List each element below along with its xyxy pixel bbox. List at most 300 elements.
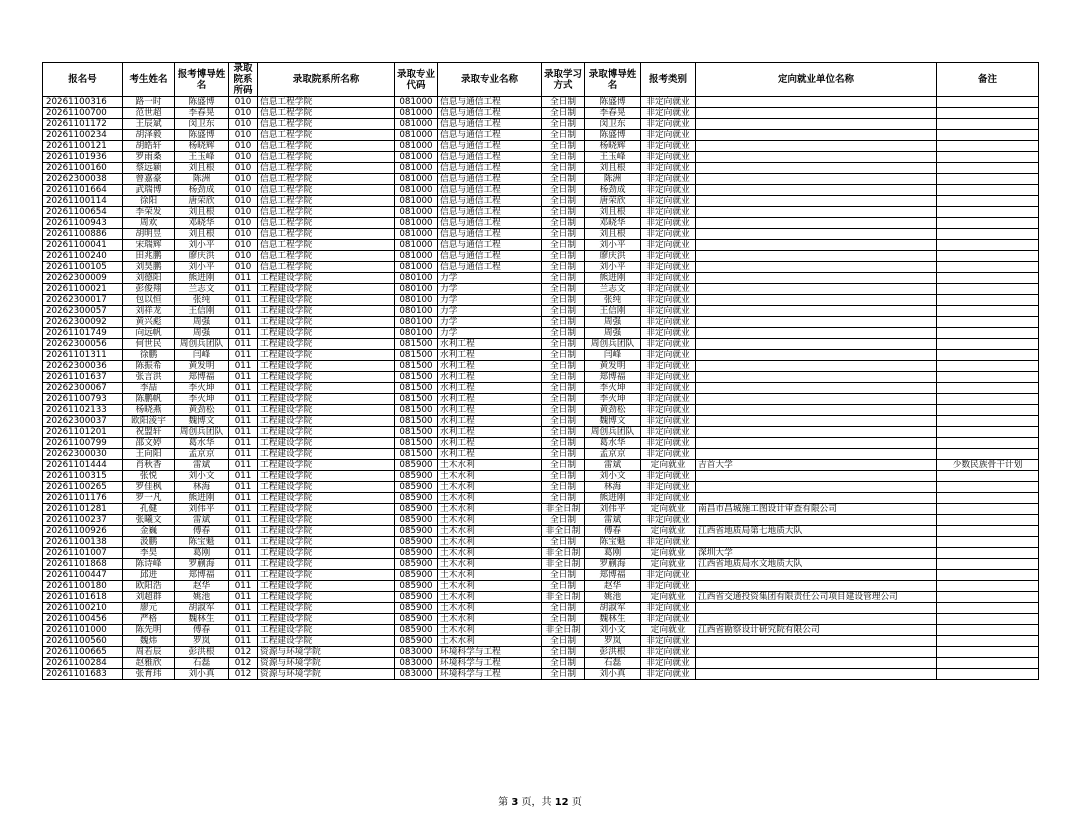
cell-major-code: 085900 — [395, 625, 438, 636]
cell-department-code: 011 — [229, 559, 258, 570]
cell-applied-supervisor: 张纯 — [175, 295, 229, 306]
cell-department-code: 012 — [229, 658, 258, 669]
cell-major-code: 085900 — [395, 548, 438, 559]
cell-major-code: 081000 — [395, 262, 438, 273]
cell-major-code: 081500 — [395, 449, 438, 460]
cell-application-number: 20261100180 — [43, 581, 123, 592]
cell-department-code: 011 — [229, 449, 258, 460]
cell-remarks — [937, 295, 1039, 306]
table-row — [43, 328, 1039, 339]
cell-department-name: 工程建设学院 — [258, 526, 395, 537]
cell-admitted-supervisor: 闵卫东 — [585, 119, 641, 130]
footer-suffix: 页 — [571, 797, 582, 808]
cell-candidate-name: 赵雅欣 — [123, 658, 175, 669]
cell-major-name: 信息与通信工程 — [438, 207, 542, 218]
cell-study-mode: 全日制 — [542, 339, 585, 350]
cell-department-code: 012 — [229, 647, 258, 658]
cell-major-code: 081500 — [395, 427, 438, 438]
header-cell-application-number: 报名号 — [43, 63, 123, 97]
table-row — [43, 581, 1039, 592]
cell-candidate-name: 罗佳枫 — [123, 482, 175, 493]
cell-major-code: 081000 — [395, 174, 438, 185]
cell-study-mode: 全日制 — [542, 262, 585, 273]
cell-applied-supervisor: 杨劲成 — [175, 185, 229, 196]
cell-study-mode: 全日制 — [542, 108, 585, 119]
cell-department-name: 工程建设学院 — [258, 372, 395, 383]
table-row — [43, 625, 1039, 636]
cell-employer — [696, 97, 937, 108]
cell-category: 定向就业 — [641, 526, 696, 537]
cell-department-name: 工程建设学院 — [258, 339, 395, 350]
cell-application-number: 20261100160 — [43, 163, 123, 174]
cell-major-code: 085900 — [395, 559, 438, 570]
cell-candidate-name: 邵文婷 — [123, 438, 175, 449]
footer-middle: 页，共 — [521, 797, 552, 808]
cell-application-number: 20261100793 — [43, 394, 123, 405]
cell-study-mode: 全日制 — [542, 185, 585, 196]
cell-study-mode: 全日制 — [542, 482, 585, 493]
cell-remarks — [937, 141, 1039, 152]
cell-candidate-name: 汲鹏 — [123, 537, 175, 548]
table-row — [43, 471, 1039, 482]
cell-candidate-name: 李喆 — [123, 383, 175, 394]
cell-application-number: 20262300057 — [43, 306, 123, 317]
cell-admitted-supervisor: 黄发明 — [585, 361, 641, 372]
cell-candidate-name: 周若辰 — [123, 647, 175, 658]
cell-department-name: 信息工程学院 — [258, 174, 395, 185]
cell-remarks — [937, 284, 1039, 295]
cell-category: 非定向就业 — [641, 493, 696, 504]
cell-major-code: 085900 — [395, 515, 438, 526]
cell-admitted-supervisor: 葛刚 — [585, 548, 641, 559]
cell-category: 非定向就业 — [641, 108, 696, 119]
cell-study-mode: 全日制 — [542, 614, 585, 625]
cell-major-name: 水利工程 — [438, 416, 542, 427]
cell-category: 非定向就业 — [641, 174, 696, 185]
cell-applied-supervisor: 熊进刚 — [175, 493, 229, 504]
cell-remarks — [937, 603, 1039, 614]
cell-department-name: 信息工程学院 — [258, 251, 395, 262]
cell-application-number: 20261100265 — [43, 482, 123, 493]
cell-admitted-supervisor: 胡淑军 — [585, 603, 641, 614]
cell-application-number: 20261100315 — [43, 471, 123, 482]
cell-employer — [696, 262, 937, 273]
cell-study-mode: 全日制 — [542, 295, 585, 306]
cell-department-code: 010 — [229, 108, 258, 119]
cell-candidate-name: 张曦文 — [123, 515, 175, 526]
cell-department-code: 011 — [229, 592, 258, 603]
table-body — [43, 97, 1039, 680]
cell-admitted-supervisor: 唐荣欣 — [585, 196, 641, 207]
cell-applied-supervisor: 刘伟平 — [175, 504, 229, 515]
cell-department-code: 011 — [229, 427, 258, 438]
cell-candidate-name: 肖秋香 — [123, 460, 175, 471]
table-row — [43, 482, 1039, 493]
cell-study-mode: 全日制 — [542, 229, 585, 240]
cell-employer — [696, 361, 937, 372]
cell-employer — [696, 427, 937, 438]
cell-applied-supervisor: 刘小真 — [175, 669, 229, 680]
cell-study-mode: 非全日制 — [542, 625, 585, 636]
cell-department-name: 工程建设学院 — [258, 273, 395, 284]
cell-remarks — [937, 636, 1039, 647]
cell-department-name: 资源与环境学院 — [258, 647, 395, 658]
cell-application-number: 20261101172 — [43, 119, 123, 130]
cell-admitted-supervisor: 张纯 — [585, 295, 641, 306]
cell-applied-supervisor: 葛水华 — [175, 438, 229, 449]
table-row — [43, 427, 1039, 438]
cell-major-code: 081000 — [395, 240, 438, 251]
cell-remarks — [937, 471, 1039, 482]
cell-applied-supervisor: 陈洲 — [175, 174, 229, 185]
cell-admitted-supervisor: 刘且根 — [585, 229, 641, 240]
cell-applied-supervisor: 雷斌 — [175, 515, 229, 526]
cell-applied-supervisor: 李火坤 — [175, 394, 229, 405]
cell-category: 非定向就业 — [641, 438, 696, 449]
cell-department-name: 信息工程学院 — [258, 229, 395, 240]
cell-study-mode: 全日制 — [542, 328, 585, 339]
cell-major-code: 081000 — [395, 229, 438, 240]
header-cell-employer: 定向就业单位名称 — [696, 63, 937, 97]
cell-major-name: 水利工程 — [438, 361, 542, 372]
cell-employer — [696, 328, 937, 339]
cell-application-number: 20261101201 — [43, 427, 123, 438]
cell-major-name: 信息与通信工程 — [438, 174, 542, 185]
cell-candidate-name: 蔡远颖 — [123, 163, 175, 174]
cell-study-mode: 全日制 — [542, 658, 585, 669]
cell-department-code: 011 — [229, 317, 258, 328]
cell-major-code: 085900 — [395, 460, 438, 471]
cell-application-number: 20261100560 — [43, 636, 123, 647]
cell-admitted-supervisor: 廖庆洪 — [585, 251, 641, 262]
cell-major-name: 力学 — [438, 328, 542, 339]
cell-department-code: 010 — [229, 251, 258, 262]
cell-candidate-name: 陈振希 — [123, 361, 175, 372]
cell-study-mode: 全日制 — [542, 240, 585, 251]
cell-application-number: 20261100665 — [43, 647, 123, 658]
cell-category: 非定向就业 — [641, 273, 696, 284]
cell-admitted-supervisor: 周创兵团队 — [585, 427, 641, 438]
cell-admitted-supervisor: 熊进刚 — [585, 493, 641, 504]
cell-category: 定向就业 — [641, 548, 696, 559]
cell-candidate-name: 范世超 — [123, 108, 175, 119]
cell-applied-supervisor: 郑博福 — [175, 570, 229, 581]
cell-major-name: 土木水利 — [438, 548, 542, 559]
cell-remarks — [937, 207, 1039, 218]
table-row — [43, 460, 1039, 471]
cell-applied-supervisor: 周创兵团队 — [175, 427, 229, 438]
cell-department-name: 信息工程学院 — [258, 130, 395, 141]
cell-application-number: 20261101749 — [43, 328, 123, 339]
cell-department-name: 工程建设学院 — [258, 482, 395, 493]
cell-study-mode: 全日制 — [542, 669, 585, 680]
cell-department-code: 010 — [229, 97, 258, 108]
cell-employer — [696, 416, 937, 427]
cell-applied-supervisor: 李春晃 — [175, 108, 229, 119]
cell-major-name: 信息与通信工程 — [438, 229, 542, 240]
table-row — [43, 438, 1039, 449]
cell-application-number: 20261101868 — [43, 559, 123, 570]
cell-major-name: 土木水利 — [438, 625, 542, 636]
cell-remarks — [937, 306, 1039, 317]
cell-category: 非定向就业 — [641, 207, 696, 218]
cell-category: 非定向就业 — [641, 537, 696, 548]
cell-applied-supervisor: 罗岚 — [175, 636, 229, 647]
cell-applied-supervisor: 罗蒯海 — [175, 559, 229, 570]
cell-department-name: 工程建设学院 — [258, 416, 395, 427]
cell-applied-supervisor: 赵华 — [175, 581, 229, 592]
cell-candidate-name: 何世民 — [123, 339, 175, 350]
cell-major-code: 085900 — [395, 636, 438, 647]
cell-candidate-name: 罗一凡 — [123, 493, 175, 504]
cell-applied-supervisor: 刘且根 — [175, 229, 229, 240]
cell-remarks — [937, 350, 1039, 361]
cell-admitted-supervisor: 杨劲成 — [585, 185, 641, 196]
cell-remarks — [937, 394, 1039, 405]
cell-candidate-name: 向远帆 — [123, 328, 175, 339]
cell-candidate-name: 路一时 — [123, 97, 175, 108]
cell-department-code: 012 — [229, 669, 258, 680]
cell-admitted-supervisor: 杨晓辉 — [585, 141, 641, 152]
cell-candidate-name: 严格 — [123, 614, 175, 625]
table-row — [43, 383, 1039, 394]
cell-application-number: 20261101000 — [43, 625, 123, 636]
cell-admitted-supervisor: 林海 — [585, 482, 641, 493]
cell-candidate-name: 杨晓燕 — [123, 405, 175, 416]
cell-category: 非定向就业 — [641, 603, 696, 614]
cell-candidate-name: 张言洪 — [123, 372, 175, 383]
cell-department-name: 工程建设学院 — [258, 570, 395, 581]
cell-admitted-supervisor: 罗岚 — [585, 636, 641, 647]
table-row — [43, 570, 1039, 581]
cell-application-number: 20261101618 — [43, 592, 123, 603]
cell-remarks — [937, 218, 1039, 229]
cell-study-mode: 全日制 — [542, 471, 585, 482]
cell-admitted-supervisor: 魏博文 — [585, 416, 641, 427]
cell-applied-supervisor: 黄发明 — [175, 361, 229, 372]
table-row — [43, 669, 1039, 680]
cell-employer — [696, 273, 937, 284]
cell-major-name: 水利工程 — [438, 372, 542, 383]
cell-remarks — [937, 416, 1039, 427]
cell-category: 非定向就业 — [641, 394, 696, 405]
cell-major-code: 085900 — [395, 592, 438, 603]
cell-admitted-supervisor: 陈洲 — [585, 174, 641, 185]
cell-major-code: 080100 — [395, 273, 438, 284]
cell-admitted-supervisor: 雷斌 — [585, 460, 641, 471]
cell-applied-supervisor: 魏林生 — [175, 614, 229, 625]
cell-major-code: 085900 — [395, 504, 438, 515]
cell-application-number: 20261100234 — [43, 130, 123, 141]
cell-application-number: 20262300036 — [43, 361, 123, 372]
cell-remarks — [937, 174, 1039, 185]
cell-category: 非定向就业 — [641, 647, 696, 658]
cell-applied-supervisor: 王信刚 — [175, 306, 229, 317]
cell-department-code: 011 — [229, 350, 258, 361]
cell-study-mode: 全日制 — [542, 438, 585, 449]
cell-application-number: 20261100926 — [43, 526, 123, 537]
cell-major-code: 085900 — [395, 603, 438, 614]
cell-applied-supervisor: 姚池 — [175, 592, 229, 603]
cell-application-number: 20261101176 — [43, 493, 123, 504]
cell-application-number: 20262300009 — [43, 273, 123, 284]
cell-category: 非定向就业 — [641, 449, 696, 460]
cell-remarks — [937, 152, 1039, 163]
cell-remarks — [937, 317, 1039, 328]
table-row — [43, 218, 1039, 229]
cell-department-name: 信息工程学院 — [258, 196, 395, 207]
cell-department-code: 011 — [229, 504, 258, 515]
cell-candidate-name: 胡明昱 — [123, 229, 175, 240]
cell-department-code: 011 — [229, 526, 258, 537]
cell-category: 非定向就业 — [641, 350, 696, 361]
cell-category: 非定向就业 — [641, 416, 696, 427]
cell-department-code: 010 — [229, 130, 258, 141]
cell-department-code: 011 — [229, 405, 258, 416]
cell-remarks — [937, 438, 1039, 449]
cell-major-code: 085900 — [395, 570, 438, 581]
cell-candidate-name: 李昊 — [123, 548, 175, 559]
cell-study-mode: 全日制 — [542, 119, 585, 130]
cell-admitted-supervisor: 刘小真 — [585, 669, 641, 680]
cell-department-code: 010 — [229, 229, 258, 240]
table-row — [43, 152, 1039, 163]
header-cell-major-code: 录取专业代码 — [395, 63, 438, 97]
cell-major-code: 081500 — [395, 405, 438, 416]
cell-department-code: 011 — [229, 493, 258, 504]
cell-department-name: 工程建设学院 — [258, 328, 395, 339]
cell-category: 非定向就业 — [641, 471, 696, 482]
cell-department-code: 011 — [229, 548, 258, 559]
cell-category: 非定向就业 — [641, 152, 696, 163]
cell-major-name: 土木水利 — [438, 460, 542, 471]
footer-prefix: 第 — [498, 797, 509, 808]
cell-major-code: 085900 — [395, 537, 438, 548]
table-row — [43, 119, 1039, 130]
cell-application-number: 20261100284 — [43, 658, 123, 669]
cell-employer — [696, 394, 937, 405]
cell-employer — [696, 240, 937, 251]
cell-admitted-supervisor: 陈盛博 — [585, 97, 641, 108]
cell-department-name: 信息工程学院 — [258, 141, 395, 152]
cell-department-name: 工程建设学院 — [258, 350, 395, 361]
cell-remarks — [937, 581, 1039, 592]
cell-major-name: 信息与通信工程 — [438, 163, 542, 174]
cell-category: 非定向就业 — [641, 361, 696, 372]
cell-department-name: 工程建设学院 — [258, 460, 395, 471]
cell-department-code: 010 — [229, 185, 258, 196]
cell-applied-supervisor: 雷斌 — [175, 460, 229, 471]
footer-total-pages: 12 — [554, 797, 569, 808]
cell-application-number: 20261100886 — [43, 229, 123, 240]
cell-study-mode: 全日制 — [542, 141, 585, 152]
cell-category: 非定向就业 — [641, 515, 696, 526]
cell-major-code: 081000 — [395, 119, 438, 130]
cell-applied-supervisor: 陈盛博 — [175, 97, 229, 108]
cell-applied-supervisor: 李火坤 — [175, 383, 229, 394]
cell-study-mode: 全日制 — [542, 97, 585, 108]
table-row — [43, 273, 1039, 284]
cell-major-code: 081000 — [395, 218, 438, 229]
cell-admitted-supervisor: 周创兵团队 — [585, 339, 641, 350]
cell-admitted-supervisor: 罗蒯海 — [585, 559, 641, 570]
cell-employer — [696, 229, 937, 240]
cell-major-code: 085900 — [395, 581, 438, 592]
cell-department-code: 011 — [229, 581, 258, 592]
cell-admitted-supervisor: 李火坤 — [585, 383, 641, 394]
cell-admitted-supervisor: 李火坤 — [585, 394, 641, 405]
cell-applied-supervisor: 廖庆洪 — [175, 251, 229, 262]
cell-department-name: 工程建设学院 — [258, 504, 395, 515]
cell-category: 非定向就业 — [641, 317, 696, 328]
cell-major-name: 力学 — [438, 284, 542, 295]
cell-study-mode: 全日制 — [542, 251, 585, 262]
cell-study-mode: 全日制 — [542, 570, 585, 581]
cell-major-name: 力学 — [438, 306, 542, 317]
cell-category: 非定向就业 — [641, 284, 696, 295]
cell-major-code: 081000 — [395, 163, 438, 174]
cell-candidate-name: 罗雨桑 — [123, 152, 175, 163]
cell-major-name: 信息与通信工程 — [438, 240, 542, 251]
cell-remarks — [937, 482, 1039, 493]
cell-candidate-name: 金巍 — [123, 526, 175, 537]
cell-employer — [696, 152, 937, 163]
cell-major-name: 水利工程 — [438, 438, 542, 449]
cell-application-number: 20261101444 — [43, 460, 123, 471]
cell-category: 非定向就业 — [641, 482, 696, 493]
cell-admitted-supervisor: 刘且根 — [585, 163, 641, 174]
cell-application-number: 20262300038 — [43, 174, 123, 185]
header-cell-candidate-name: 考生姓名 — [123, 63, 175, 97]
cell-major-code: 081500 — [395, 394, 438, 405]
cell-study-mode: 全日制 — [542, 636, 585, 647]
cell-remarks — [937, 196, 1039, 207]
cell-category: 非定向就业 — [641, 240, 696, 251]
cell-candidate-name: 廖元 — [123, 603, 175, 614]
cell-remarks — [937, 97, 1039, 108]
cell-major-code: 081000 — [395, 152, 438, 163]
cell-study-mode: 非全日制 — [542, 559, 585, 570]
cell-admitted-supervisor: 郑博福 — [585, 372, 641, 383]
cell-department-name: 信息工程学院 — [258, 185, 395, 196]
cell-major-code: 083000 — [395, 647, 438, 658]
cell-major-name: 土木水利 — [438, 471, 542, 482]
table-header-row — [43, 63, 1039, 97]
cell-application-number: 20261100237 — [43, 515, 123, 526]
cell-category: 非定向就业 — [641, 196, 696, 207]
cell-category: 非定向就业 — [641, 427, 696, 438]
cell-remarks — [937, 262, 1039, 273]
cell-department-code: 011 — [229, 328, 258, 339]
cell-category: 非定向就业 — [641, 570, 696, 581]
cell-application-number: 20262300056 — [43, 339, 123, 350]
cell-major-name: 信息与通信工程 — [438, 196, 542, 207]
cell-application-number: 20261100210 — [43, 603, 123, 614]
cell-department-code: 010 — [229, 196, 258, 207]
cell-major-name: 土木水利 — [438, 581, 542, 592]
cell-admitted-supervisor: 熊进刚 — [585, 273, 641, 284]
cell-category: 非定向就业 — [641, 636, 696, 647]
cell-application-number: 20262300030 — [43, 449, 123, 460]
cell-department-code: 010 — [229, 119, 258, 130]
cell-remarks — [937, 493, 1039, 504]
cell-study-mode: 全日制 — [542, 130, 585, 141]
cell-department-code: 010 — [229, 163, 258, 174]
table-row — [43, 361, 1039, 372]
cell-admitted-supervisor: 刘且根 — [585, 207, 641, 218]
cell-employer — [696, 141, 937, 152]
cell-department-code: 011 — [229, 339, 258, 350]
